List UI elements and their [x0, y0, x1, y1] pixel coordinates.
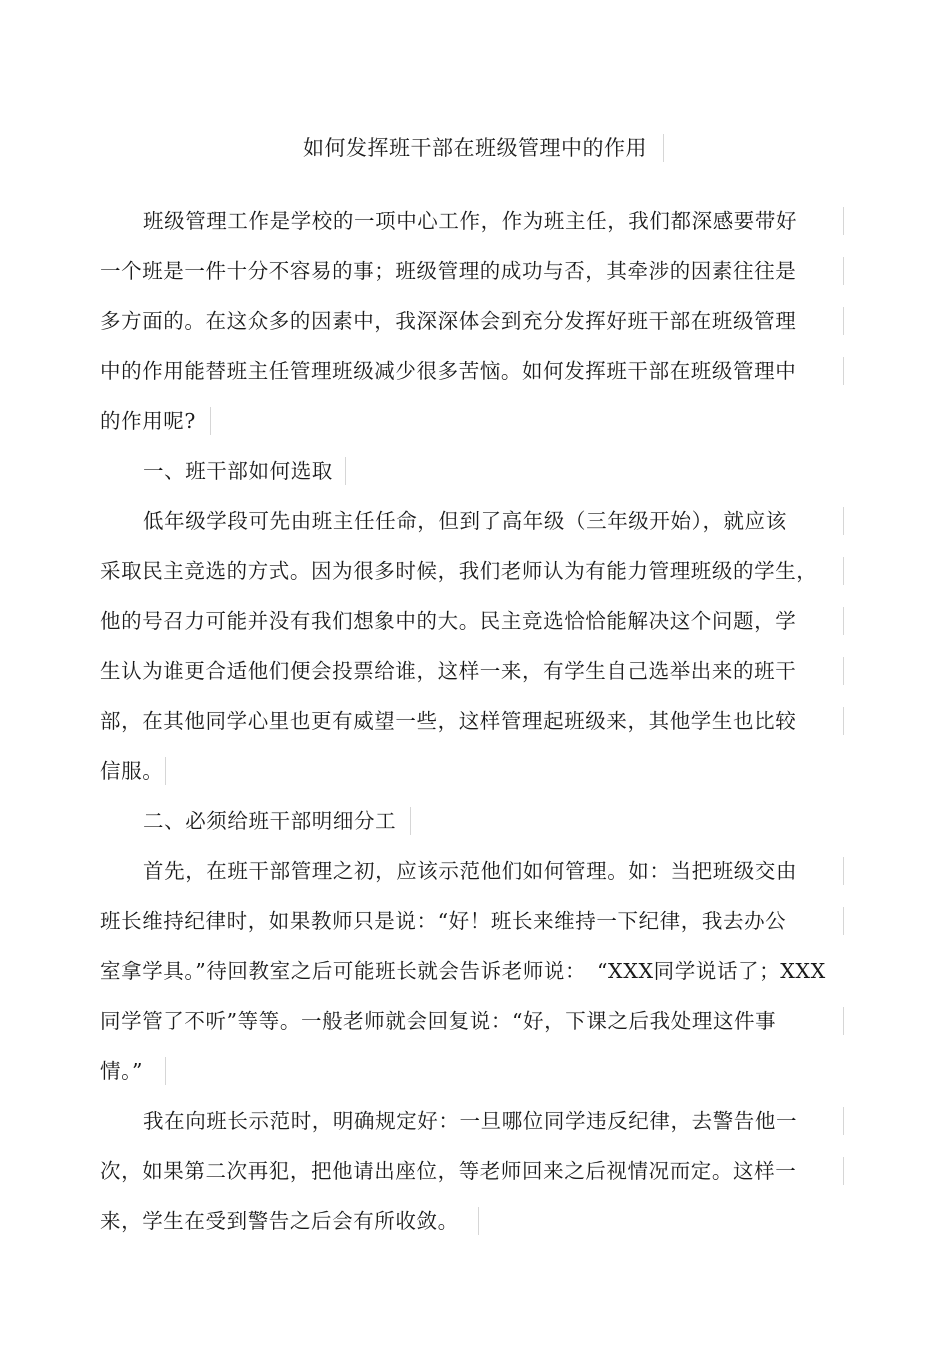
- scan-mark: [210, 407, 211, 435]
- scan-mark: [843, 1107, 844, 1135]
- paragraph-line: 的作用呢?: [100, 409, 196, 433]
- scan-mark: [345, 457, 346, 485]
- scan-mark: [843, 907, 844, 935]
- section-heading: 一、班干部如何选取: [143, 459, 333, 483]
- scan-mark: [843, 1007, 844, 1035]
- paragraph-line: 部，在其他同学心里也更有威望一些，这样管理起班级来，其他学生也比较: [100, 709, 797, 733]
- scan-mark: [843, 607, 844, 635]
- scan-mark: [843, 257, 844, 285]
- scan-mark: [843, 357, 844, 385]
- section-heading: 二、必须给班干部明细分工: [143, 809, 397, 833]
- paragraph-line: 来，学生在受到警告之后会有所收敛。: [100, 1209, 459, 1233]
- scan-mark: [843, 707, 844, 735]
- paragraph-line: 一个班是一件十分不容易的事；班级管理的成功与否，其牵涉的因素往往是: [100, 259, 797, 283]
- paragraph-line: 同学管了不听”等等。一般老师就会回复说：“好，下课之后我处理这件事: [100, 1009, 777, 1033]
- scan-mark: [478, 1207, 479, 1235]
- scan-mark: [410, 807, 411, 835]
- scan-mark: [843, 857, 844, 885]
- document-title: 如何发挥班干部在班级管理中的作用: [303, 136, 647, 160]
- paragraph-line: 生认为谁更合适他们便会投票给谁，这样一来，有学生自己选举出来的班干: [100, 659, 797, 683]
- paragraph-line: 首先，在班干部管理之初，应该示范他们如何管理。如：当把班级交由: [143, 859, 798, 883]
- paragraph-line: 班长维持纪律时，如果教师只是说：“好！班长来维持一下纪律，我去办公: [100, 909, 787, 933]
- paragraph-line: 室拿学具。”待回教室之后可能班长就会告诉老师说： “XXX同学说话了；XXX: [100, 959, 826, 983]
- paragraph-line: 情。”: [100, 1059, 144, 1083]
- scan-mark: [165, 757, 166, 785]
- paragraph-line: 低年级学段可先由班主任任命，但到了高年级（三年级开始），就应该: [143, 509, 787, 533]
- scan-mark: [843, 507, 844, 535]
- scan-mark: [843, 657, 844, 685]
- paragraph-line: 中的作用能替班主任管理班级减少很多苦恼。如何发挥班干部在班级管理中: [100, 359, 797, 383]
- scan-mark: [663, 134, 664, 162]
- scan-mark: [843, 1157, 844, 1185]
- scan-mark: [843, 557, 844, 585]
- scan-mark: [165, 1057, 166, 1085]
- paragraph-line: 采取民主竞选的方式。因为很多时候，我们老师认为有能力管理班级的学生，: [100, 559, 818, 583]
- paragraph-line: 班级管理工作是学校的一项中心工作，作为班主任，我们都深感要带好: [143, 209, 798, 233]
- scan-mark: [843, 207, 844, 235]
- paragraph-line: 多方面的。在这众多的因素中，我深深体会到充分发挥好班干部在班级管理: [100, 309, 797, 333]
- paragraph-line: 他的号召力可能并没有我们想象中的大。民主竞选恰恰能解决这个问题，学: [100, 609, 797, 633]
- paragraph-line: 次，如果第二次再犯，把他请出座位，等老师回来之后视情况而定。这样一: [100, 1159, 797, 1183]
- paragraph-line: 信服。: [100, 759, 164, 783]
- paragraph-line: 我在向班长示范时，明确规定好：一旦哪位同学违反纪律，去警告他一: [143, 1109, 798, 1133]
- scan-mark: [843, 307, 844, 335]
